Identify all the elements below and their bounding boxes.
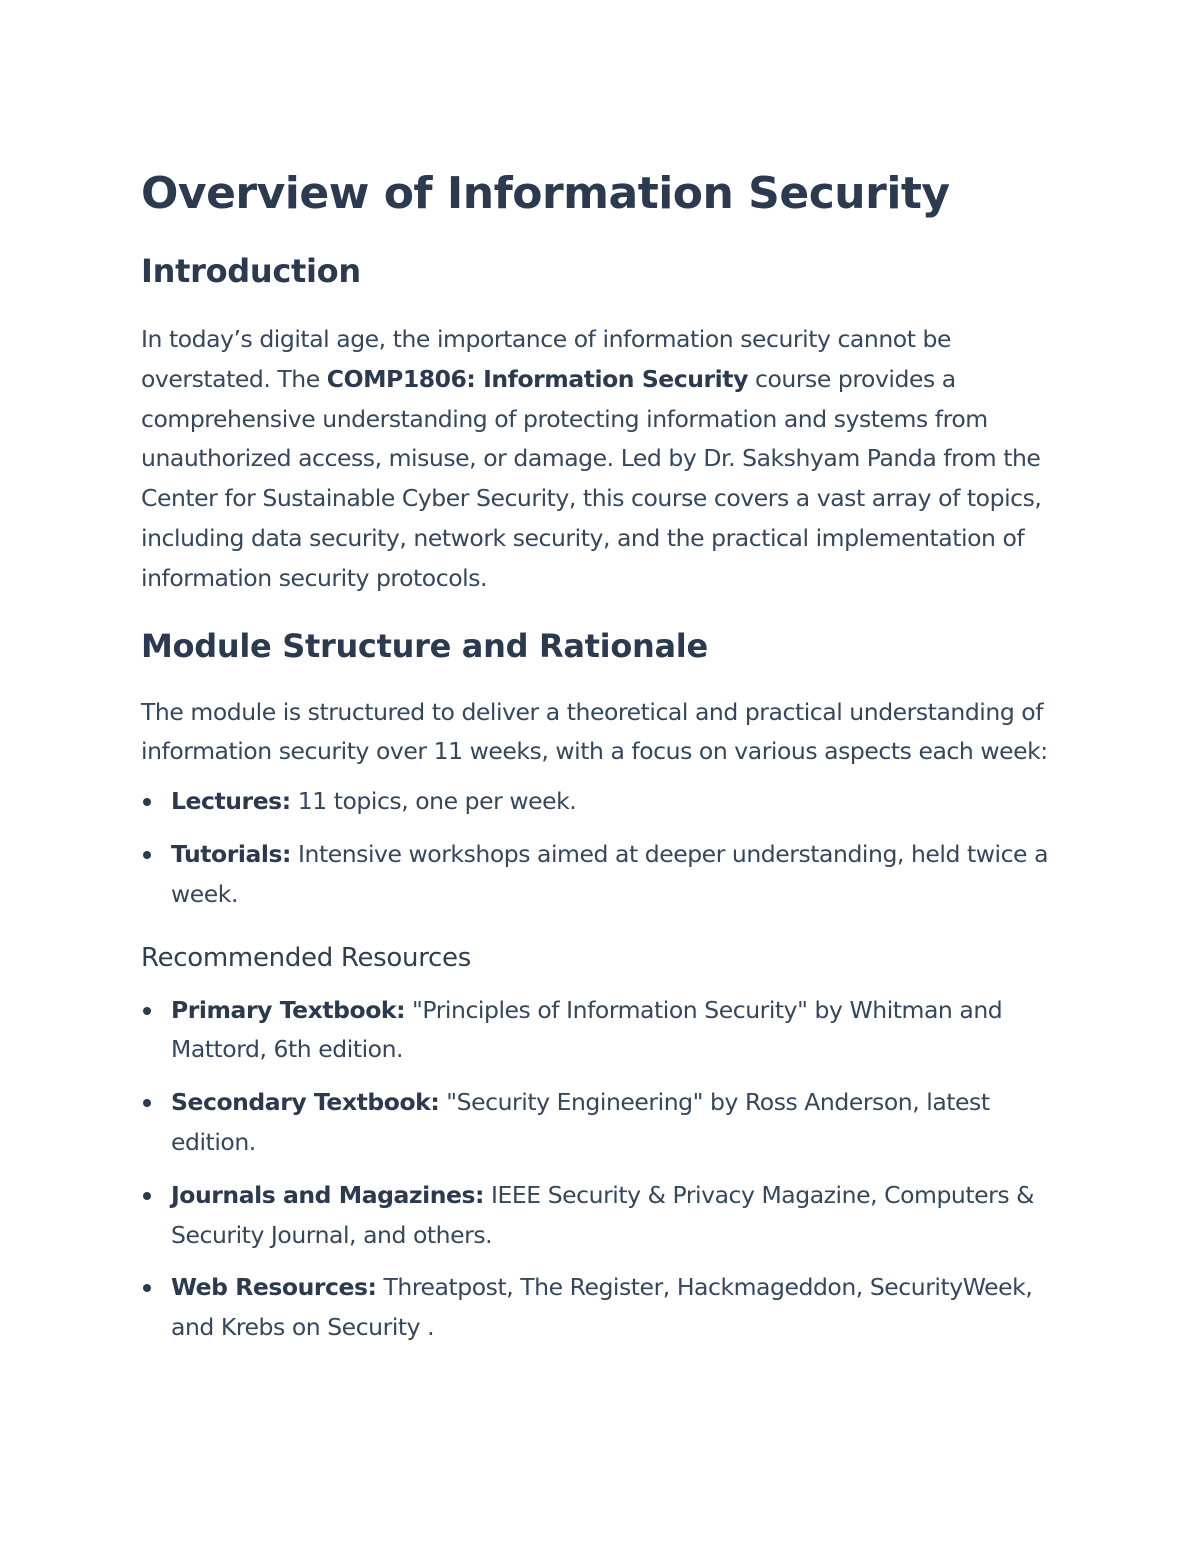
bullet-icon — [143, 1099, 151, 1107]
list-item-tutorials — [141, 835, 1061, 915]
bullet-icon — [143, 851, 151, 859]
introduction-heading: Introduction — [141, 252, 361, 290]
list-item-text: Threatpost, The Register, Hackmageddon, SecurityWeek, and Krebs on Security . — [171, 1273, 1033, 1342]
list-item-journals — [141, 1176, 1061, 1256]
list-item-secondary-textbook — [141, 1083, 1061, 1163]
bullet-icon — [143, 798, 151, 806]
bullet-icon — [143, 1007, 151, 1015]
list-item-label: Journals and Magazines: — [171, 1180, 484, 1209]
list-item-text: 11 topics, one per week. — [290, 787, 577, 816]
module-list — [141, 782, 1061, 914]
list-item-label: Secondary Textbook: — [171, 1088, 440, 1117]
list-item-primary-textbook — [141, 991, 1061, 1071]
resources-list — [141, 991, 1061, 1348]
resources-heading: Recommended Resources — [141, 942, 471, 973]
introduction-text-2: course provides a comprehensive understanding of protecting information and systems from unauthorized access, misuse, or damage. Led by Dr. Sakshyam Panda from the Center for Sustainable Cyber Security, this course covers a vast array of topics, including data security, network security, and the practical implementation of information security protocols. — [141, 364, 1042, 592]
list-item-text: "Security Engineering" by Ross Anderson, latest edition. — [171, 1088, 990, 1156]
list-item-lectures — [141, 782, 1061, 822]
list-item-label: Web Resources: — [171, 1273, 377, 1302]
course-name: COMP1806: Information Security — [326, 364, 748, 393]
list-item-label: Primary Textbook: — [171, 995, 406, 1024]
module-paragraph: The module is structured to deliver a theoretical and practical understanding of information security over 11 weeks, with a focus on various aspects each week: — [141, 697, 1048, 766]
introduction-text-1: In today’s digital age, the importance of information security cannot be overstated. The — [141, 325, 951, 393]
list-item-web-resources — [141, 1268, 1061, 1348]
list-item-label: Lectures: — [171, 787, 291, 816]
bullet-icon — [143, 1284, 151, 1292]
list-item-label: Tutorials: — [171, 839, 291, 868]
introduction-paragraph — [141, 320, 1061, 599]
list-item-text: Intensive workshops aimed at deeper understanding, held twice a week. — [171, 839, 1049, 908]
module-heading: Module Structure and Rationale — [141, 626, 708, 665]
list-item-text: "Principles of Information Security" by Whitman and Mattord, 6th edition. — [171, 995, 1003, 1064]
document-page — [141, 160, 1061, 1361]
page-title: Overview of Information Security — [141, 168, 950, 219]
list-item-text: IEEE Security & Privacy Magazine, Computers & Security Journal, and others. — [171, 1180, 1035, 1249]
bullet-icon — [143, 1192, 151, 1200]
